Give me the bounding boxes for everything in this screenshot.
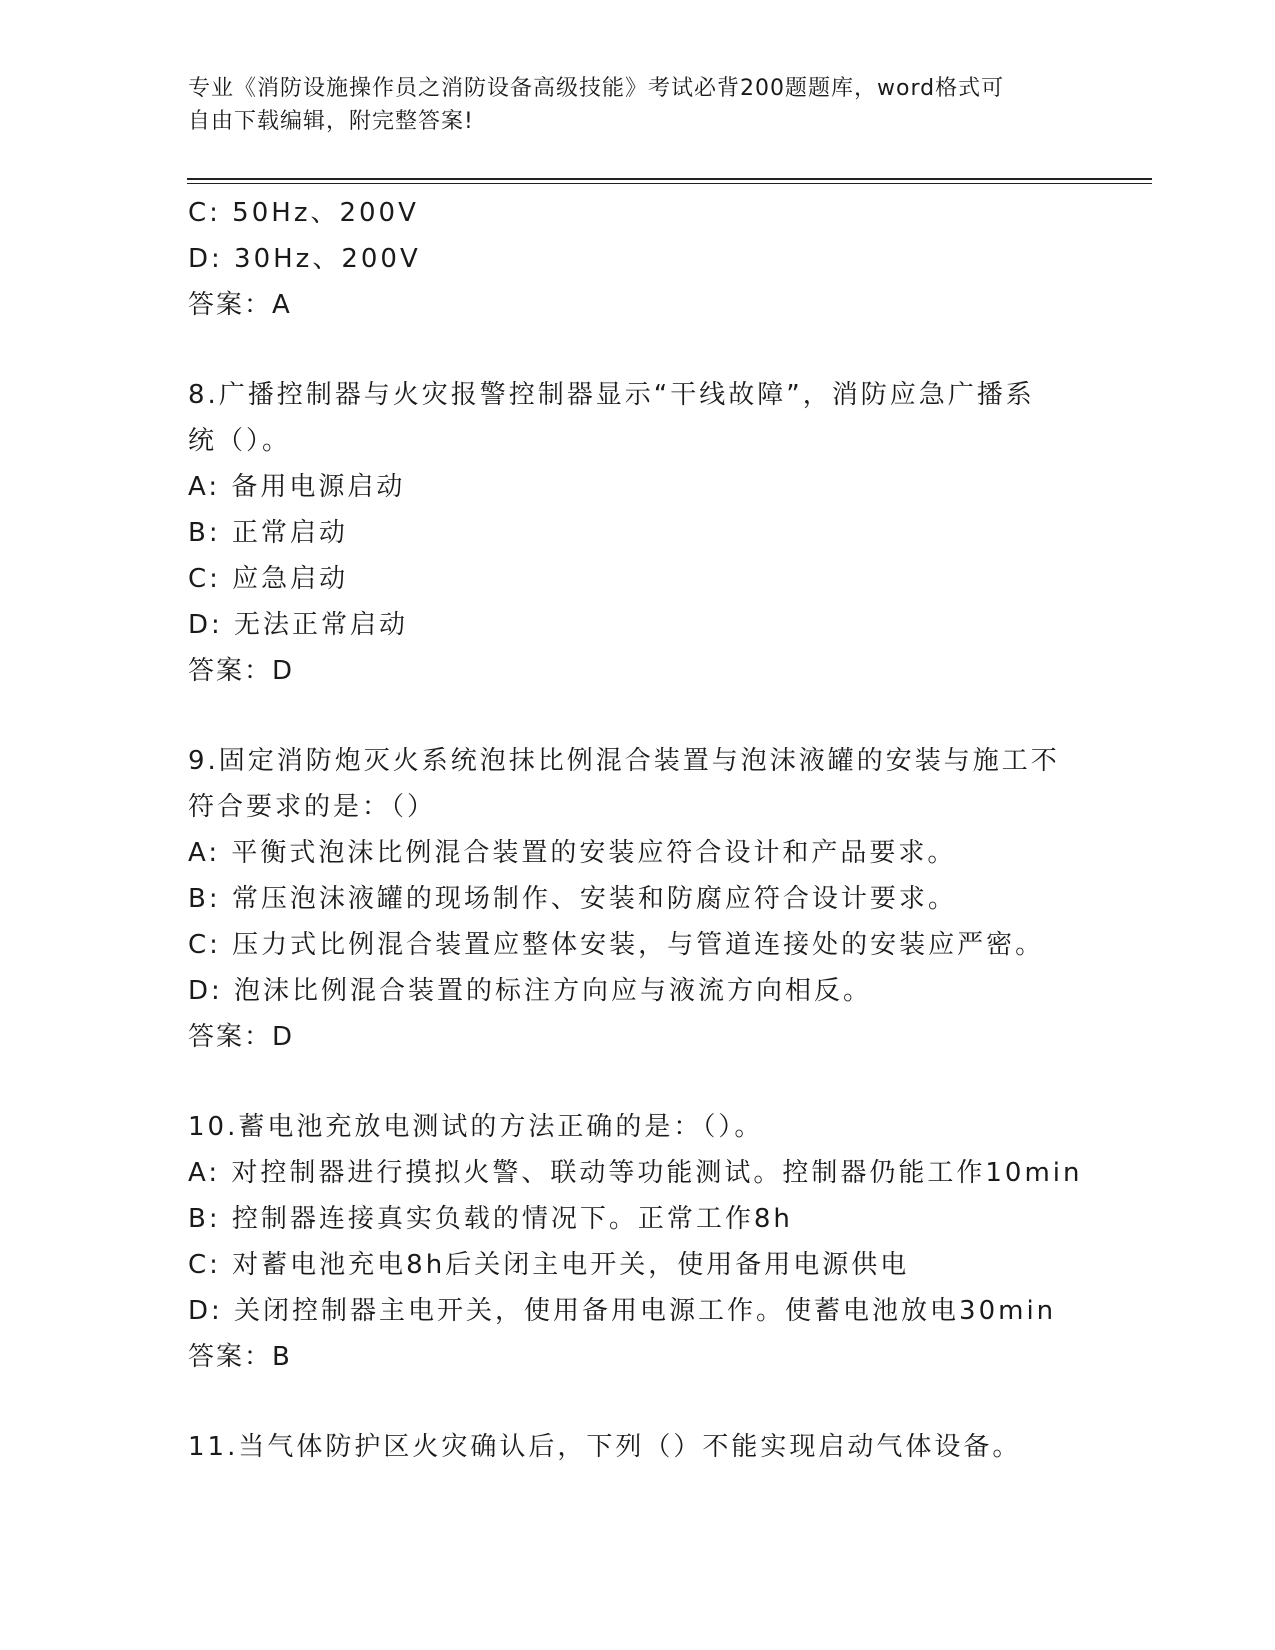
answer: 答案：A (188, 290, 292, 320)
option-c: C: 应急启动 (188, 564, 349, 594)
question-8 (188, 372, 1088, 694)
header-divider-thin (187, 183, 1152, 184)
option-a: A: 备用电源启动 (188, 472, 406, 502)
option-a: A: 平衡式泡沫比例混合装置的安装应符合设计和产品要求。 (188, 838, 957, 868)
question-stem-continued: 符合要求的是：（） (188, 792, 437, 822)
option-b: B: 控制器连接真实负载的情况下。正常工作8h (188, 1204, 793, 1234)
question-7-tail (188, 190, 1088, 328)
answer: 答案：B (188, 1342, 292, 1372)
header-divider-thick (187, 178, 1152, 180)
question-11 (188, 1424, 1088, 1470)
header-line-1: 专业《消防设施操作员之消防设备高级技能》考试必背200题题库，word格式可 (188, 76, 1005, 101)
question-stem: 11.当气体防护区火灾确认后，下列（）不能实现启动气体设备。 (188, 1432, 1022, 1462)
question-stem: 9.固定消防炮灭火系统泡抹比例混合装置与泡沫液罐的安装与施工不 (188, 746, 1060, 776)
option-d: D: 30Hz、200V (188, 244, 421, 274)
option-c: C: 50Hz、200V (188, 198, 419, 228)
question-stem-continued: 统（）。 (188, 426, 292, 456)
option-d: D: 泡沫比例混合装置的标注方向应与液流方向相反。 (188, 976, 873, 1006)
question-list (188, 190, 1088, 1470)
option-b: B: 正常启动 (188, 518, 348, 548)
option-a: A: 对控制器进行摸拟火警、联动等功能测试。控制器仍能工作10min (188, 1158, 1083, 1188)
option-d: D: 无法正常启动 (188, 610, 409, 640)
question-stem: 8.广播控制器与火灾报警控制器显示“干线故障”，消防应急广播系 (188, 380, 1035, 410)
option-c: C: 对蓄电池充电8h后关闭主电开关，使用备用电源供电 (188, 1250, 910, 1280)
header-line-2: 自由下载编辑，附完整答案! (188, 109, 474, 134)
option-c: C: 压力式比例混合装置应整体安装，与管道连接处的安装应严密。 (188, 930, 1045, 960)
answer: 答案：D (188, 656, 295, 686)
question-9 (188, 738, 1088, 1060)
answer: 答案：D (188, 1022, 295, 1052)
question-10 (188, 1104, 1088, 1380)
option-d: D: 关闭控制器主电开关，使用备用电源工作。使蓄电池放电30min (188, 1296, 1057, 1326)
question-stem: 10.蓄电池充放电测试的方法正确的是：（）。 (188, 1112, 764, 1142)
document-header (188, 72, 1068, 138)
option-b: B: 常压泡沫液罐的现场制作、安装和防腐应符合设计要求。 (188, 884, 957, 914)
